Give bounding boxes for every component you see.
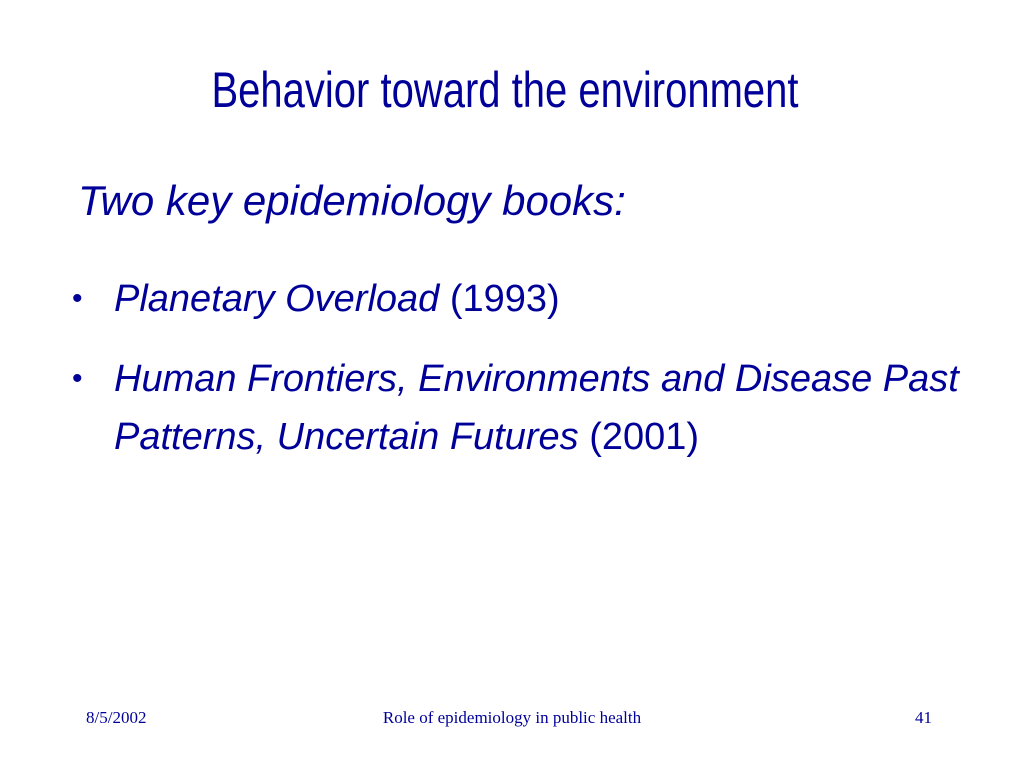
bullet-dot-icon: •: [72, 282, 83, 315]
footer-title: Role of epidemiology in public health: [382, 708, 642, 727]
bullet-list: [72, 270, 972, 488]
slide-title: Behavior toward the environment: [211, 62, 799, 118]
footer-date: 8/5/2002: [86, 708, 147, 727]
list-item: [72, 270, 972, 328]
book-year: (1993): [449, 278, 560, 320]
slide-subheading: Two key epidemiology books:: [78, 177, 626, 224]
list-item: [72, 350, 972, 466]
book-title: Planetary Overload: [114, 278, 440, 320]
page-number: 41: [915, 708, 932, 727]
book-title: Human Frontiers, Environments and Disease Past Patterns, Uncertain Futures: [114, 358, 959, 458]
bullet-dot-icon: •: [72, 362, 83, 395]
book-year: (2001): [589, 416, 700, 458]
